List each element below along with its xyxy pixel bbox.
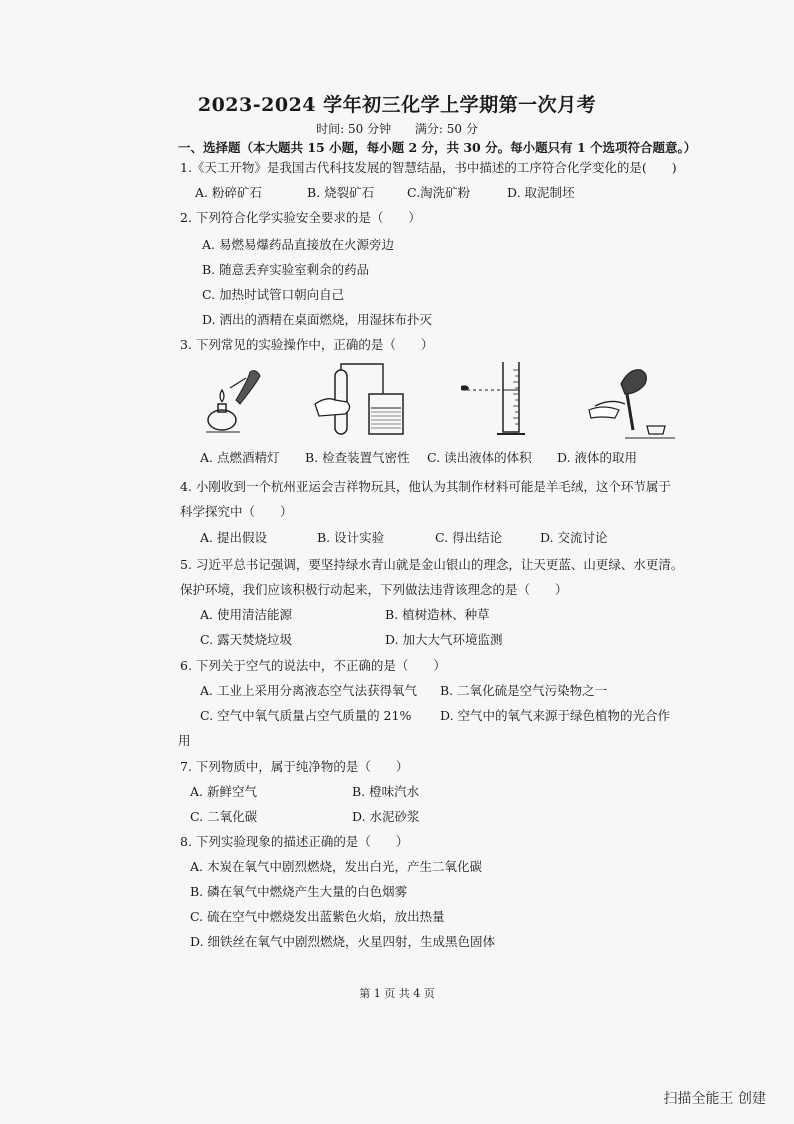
- airtightness-figure: [313, 360, 413, 440]
- q5-option-b: B. 植树造林、种草: [385, 607, 490, 622]
- graduated-cylinder-figure: [457, 360, 537, 440]
- page-number: 第 1 页 共 4 页: [359, 987, 435, 1000]
- q7-option-c: C. 二氧化碳: [190, 809, 258, 824]
- q2-option-c: C. 加热时试管口朝向自己: [202, 287, 345, 302]
- q1-option-d: D. 取泥制坯: [507, 185, 575, 200]
- q6-stem: 6. 下列关于空气的说法中，不正确的是（ ）: [180, 658, 446, 673]
- q5-stem-line1: 5. 习近平总书记强调，要坚持绿水青山就是金山银山的理念，让天更蓝、山更绿、水更清。: [180, 557, 684, 572]
- q4-stem-line2: 科学探究中（ ）: [180, 504, 293, 519]
- q8-stem: 8. 下列实验现象的描述正确的是（ ）: [180, 834, 409, 849]
- q1-stem: 1.《天工开物》是我国古代科技发展的智慧结晶，书中描述的工序符合化学变化的是( ): [180, 160, 677, 175]
- q1-option-c: C.淘洗矿粉: [407, 185, 471, 200]
- exam-time: 时间: 50 分钟: [316, 122, 392, 136]
- q6-option-c: C. 空气中氧气质量占空气质量的 21%: [200, 708, 412, 723]
- q2-option-a: A. 易燃易爆药品直接放在火源旁边: [202, 237, 394, 252]
- section-heading: 一、选择题（本大题共 15 小题，每小题 2 分，共 30 分。每小题只有 1 个选项符合题意。）: [178, 140, 697, 155]
- q3-option-c: C. 读出液体的体积: [427, 450, 532, 465]
- exam-title: 2023-2024 学年初三化学上学期第一次月考: [197, 94, 597, 116]
- q4-option-c: C. 得出结论: [435, 530, 503, 545]
- q5-option-d: D. 加大大气环境监测: [385, 632, 503, 647]
- q5-option-c: C. 露天焚烧垃圾: [200, 632, 293, 647]
- q7-option-d: D. 水泥砂浆: [352, 809, 420, 824]
- q4-option-b: B. 设计实验: [317, 530, 385, 545]
- q8-option-d: D. 细铁丝在氧气中剧烈燃烧，火星四射，生成黑色固体: [190, 934, 496, 949]
- q2-option-b: B. 随意丢弃实验室剩余的药品: [202, 262, 370, 277]
- q8-option-a: A. 木炭在氧气中剧烈燃烧，发出白光，产生二氧化碳: [190, 859, 482, 874]
- q3-stem: 3. 下列常见的实验操作中，正确的是（ ）: [180, 337, 434, 352]
- q2-option-d: D. 洒出的酒精在桌面燃烧，用湿抹布扑灭: [202, 312, 433, 327]
- q8-option-c: C. 硫在空气中燃烧发出蓝紫色火焰，放出热量: [190, 909, 445, 924]
- q8-option-b: B. 磷在氧气中燃烧产生大量的白色烟雾: [190, 884, 408, 899]
- alcohol-lamp-figure: [200, 360, 270, 440]
- exam-subtitle: [0, 120, 794, 137]
- q4-option-a: A. 提出假设: [200, 530, 267, 545]
- q7-option-b: B. 橙味汽水: [352, 784, 420, 799]
- q1-option-b: B. 烧裂矿石: [307, 185, 375, 200]
- q6-option-b: B. 二氧化硫是空气污染物之一: [440, 683, 608, 698]
- q3-option-b: B. 检查装置气密性: [305, 450, 410, 465]
- q3-option-a: A. 点燃酒精灯: [200, 450, 280, 465]
- q3-option-d: D. 液体的取用: [557, 450, 638, 465]
- exam-score: 满分: 50 分: [414, 122, 478, 136]
- q6-option-d: D. 空气中的氧气来源于绿色植物的光合作: [440, 708, 671, 723]
- q4-option-d: D. 交流讨论: [540, 530, 608, 545]
- scanner-watermark: 扫描全能王 创建: [663, 1091, 766, 1107]
- q6-option-d-continued: 用: [178, 733, 191, 748]
- q3-figures: [195, 360, 675, 440]
- q1-option-a: A. 粉碎矿石: [195, 185, 262, 200]
- q7-stem: 7. 下列物质中，属于纯净物的是（ ）: [180, 759, 409, 774]
- liquid-transfer-figure: [585, 360, 675, 440]
- q7-option-a: A. 新鲜空气: [190, 784, 257, 799]
- q5-option-a: A. 使用清洁能源: [200, 607, 292, 622]
- q4-stem-line1: 4. 小刚收到一个杭州亚运会吉祥物玩具，他认为其制作材料可能是羊毛绒，这个环节属于: [180, 479, 671, 494]
- q6-option-a: A. 工业上采用分离液态空气法获得氧气: [200, 683, 417, 698]
- q2-stem: 2. 下列符合化学实验安全要求的是（ ）: [180, 210, 421, 225]
- q5-stem-line2: 保护环境，我们应该积极行动起来，下列做法违背该理念的是（ ）: [180, 582, 568, 597]
